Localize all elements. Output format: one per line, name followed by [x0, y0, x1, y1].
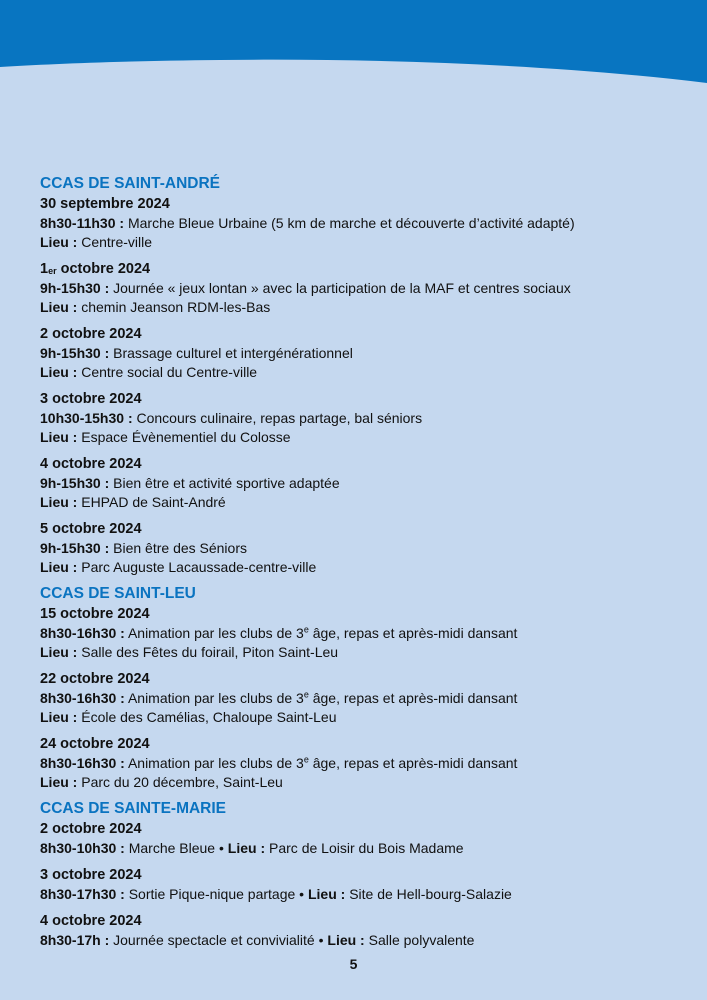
event-time: 8h30-17h : [40, 932, 110, 948]
event-place [40, 363, 680, 382]
place-value: Salle polyvalente [364, 932, 475, 948]
event-item [40, 819, 680, 858]
section-saint-andre [40, 174, 680, 577]
event-description: Sortie Pique-nique partage • [124, 886, 308, 902]
event-date: 2 octobre 2024 [40, 821, 142, 837]
event-description-rest: âge, repas et après-midi dansant [308, 690, 518, 706]
event-date-rest: octobre 2024 [56, 261, 151, 277]
place-value: chemin Jeanson RDM-les-Bas [77, 299, 271, 315]
event-time: 8h30-17h30 : [40, 886, 125, 902]
place-label: Lieu : [40, 644, 78, 660]
event-description: Marche Bleue • [124, 840, 228, 856]
place-value: École des Camélias, Chaloupe Saint-Leu [77, 709, 337, 725]
event-date: 24 octobre 2024 [40, 736, 150, 752]
place-value: Site de Hell-bourg-Salazie [345, 886, 512, 902]
place-label: Lieu : [40, 709, 78, 725]
event-description: Bien être et activité sportive adaptée [109, 475, 340, 491]
event-activity [40, 474, 680, 493]
event-time: 10h30-15h30 : [40, 410, 133, 426]
event-date: 3 octobre 2024 [40, 391, 142, 407]
event-description: Bien être des Séniors [109, 540, 247, 556]
event-time: 8h30-16h30 : [40, 625, 125, 641]
event-activity [40, 689, 680, 708]
place-value: Centre social du Centre-ville [77, 364, 258, 380]
section-title: CCAS DE SAINTE-MARIE [40, 800, 227, 817]
section-title: CCAS DE SAINT-LEU [40, 585, 196, 602]
event-description: Marche Bleue Urbaine (5 km de marche et découverte d’activité adapté) [124, 215, 575, 231]
event-activity [40, 931, 680, 950]
event-description: Brassage culturel et intergénérationnel [109, 345, 353, 361]
event-activity [40, 214, 680, 233]
place-label: Lieu : [327, 932, 365, 948]
section-title: CCAS DE SAINT-ANDRÉ [40, 175, 220, 192]
event-activity [40, 885, 680, 904]
ordinal-suffix: e [303, 689, 309, 700]
event-item [40, 911, 680, 950]
event-item [40, 865, 680, 904]
place-label: Lieu : [40, 234, 78, 250]
event-time: 8h30-16h30 : [40, 755, 125, 771]
place-value: Parc Auguste Lacaussade-centre-ville [77, 559, 317, 575]
event-date: 22 octobre 2024 [40, 671, 150, 687]
event-item [40, 604, 680, 662]
event-description: Animation par les clubs de 3 [124, 625, 304, 641]
event-item [40, 389, 680, 447]
event-date [40, 259, 680, 279]
event-time: 9h-15h30 : [40, 475, 110, 491]
header-wave-shape [0, 0, 707, 83]
section-sainte-marie [40, 799, 680, 950]
event-description: Animation par les clubs de 3 [124, 690, 304, 706]
event-item [40, 669, 680, 727]
event-date: 30 septembre 2024 [40, 196, 170, 212]
event-activity [40, 409, 680, 428]
place-label: Lieu : [40, 299, 78, 315]
event-place [40, 643, 680, 662]
event-activity [40, 279, 680, 298]
event-place [40, 558, 680, 577]
ordinal-suffix: e [303, 624, 309, 635]
event-time: 8h30-16h30 : [40, 690, 125, 706]
event-place [40, 493, 680, 512]
event-item [40, 259, 680, 317]
ordinal-suffix: e [303, 754, 309, 765]
place-value: Parc du 20 décembre, Saint-Leu [77, 774, 283, 790]
event-description-rest: âge, repas et après-midi dansant [308, 755, 518, 771]
event-description: Concours culinaire, repas partage, bal séniors [132, 410, 423, 426]
event-time: 9h-15h30 : [40, 280, 110, 296]
place-value: Centre-ville [77, 234, 153, 250]
event-time: 9h-15h30 : [40, 540, 110, 556]
event-item [40, 324, 680, 382]
place-label: Lieu : [40, 559, 78, 575]
place-label: Lieu : [40, 494, 78, 510]
place-label: Lieu : [40, 429, 78, 445]
event-date: 2 octobre 2024 [40, 326, 142, 342]
place-value: EHPAD de Saint-André [77, 494, 226, 510]
event-place [40, 428, 680, 447]
event-activity [40, 539, 680, 558]
event-date: 4 octobre 2024 [40, 913, 142, 929]
event-activity [40, 344, 680, 363]
event-place [40, 298, 680, 317]
page-number: 5 [349, 956, 358, 972]
event-date: 15 octobre 2024 [40, 606, 150, 622]
event-date-suffix: er [48, 266, 57, 276]
section-saint-leu [40, 584, 680, 792]
event-item [40, 519, 680, 577]
event-date: 5 octobre 2024 [40, 521, 142, 537]
event-description: Journée « jeux lontan » avec la participation de la MAF et centres sociaux [109, 280, 571, 296]
event-item [40, 194, 680, 252]
event-activity [40, 754, 680, 773]
event-description: Animation par les clubs de 3 [124, 755, 304, 771]
event-item [40, 734, 680, 792]
place-value: Espace Évènementiel du Colosse [77, 429, 291, 445]
header-wave-banner [0, 0, 707, 90]
place-label: Lieu : [227, 840, 266, 856]
event-date: 4 octobre 2024 [40, 456, 142, 472]
event-time: 8h30-11h30 : [40, 215, 125, 231]
event-place [40, 708, 680, 727]
event-place [40, 773, 680, 792]
event-activity [40, 839, 680, 858]
place-value: Parc de Loisir du Bois Madame [265, 840, 464, 856]
event-date-day: 1 [40, 261, 49, 277]
place-value: Salle des Fêtes du foirail, Piton Saint-Leu [77, 644, 339, 660]
event-date: 3 octobre 2024 [40, 867, 142, 883]
event-place [40, 233, 680, 252]
event-item [40, 454, 680, 512]
event-time: 8h30-10h30 : [40, 840, 125, 856]
program-content [40, 174, 680, 957]
place-label: Lieu : [40, 774, 78, 790]
event-description-rest: âge, repas et après-midi dansant [308, 625, 518, 641]
place-label: Lieu : [40, 364, 78, 380]
event-description: Journée spectacle et convivialité • [109, 932, 328, 948]
event-activity [40, 624, 680, 643]
event-time: 9h-15h30 : [40, 345, 110, 361]
place-label: Lieu : [307, 886, 346, 902]
